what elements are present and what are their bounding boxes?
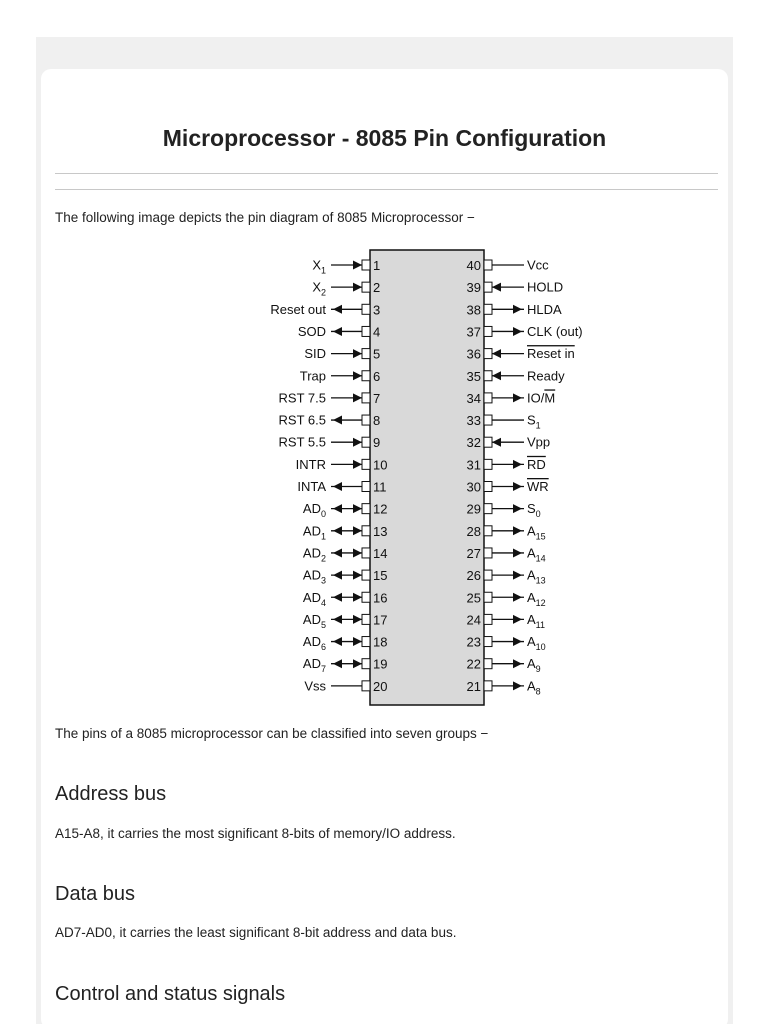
pin-stub — [362, 637, 370, 647]
pin-arrow — [353, 349, 362, 358]
pin-stub — [484, 637, 492, 647]
pin-label: $A_{11}$ — [527, 611, 546, 630]
pin-label: Ready — [527, 368, 565, 384]
divider-bottom — [55, 189, 718, 190]
pin-arrow — [513, 504, 522, 513]
pin-number: 31 — [466, 457, 481, 473]
pin-stub — [362, 326, 370, 336]
pin-arrow — [513, 615, 522, 624]
pin-number: 24 — [466, 612, 481, 628]
pin-number: 38 — [466, 302, 481, 318]
pin-number: 25 — [466, 590, 481, 606]
pin-arrow — [333, 615, 342, 624]
pin-arrow — [513, 548, 522, 557]
pin-number: 33 — [466, 413, 481, 429]
pin-label: $A_9$ — [527, 656, 541, 675]
pin-stub — [484, 282, 492, 292]
pin-arrow — [353, 438, 362, 447]
pin-stub — [362, 415, 370, 425]
pin-stub — [484, 526, 492, 536]
pin-label: INTA — [297, 479, 326, 494]
pin-number: 27 — [466, 545, 481, 561]
pin-stub — [484, 393, 492, 403]
pin-stub — [484, 614, 492, 624]
pin-number: 13 — [373, 523, 388, 539]
pin-stub — [362, 260, 370, 270]
pin-arrow — [513, 305, 522, 314]
pin-arrow — [333, 327, 342, 336]
pin-number: 40 — [466, 258, 481, 273]
pin-diagram-svg — [219, 249, 583, 711]
intro-paragraph: The following image depicts the pin diagram of 8085 Microprocessor − — [55, 210, 475, 225]
pin-arrow — [353, 548, 362, 557]
pin-label: $AD_5$ — [302, 611, 326, 630]
pin-label: $X_1$ — [312, 257, 326, 276]
pin-number: 37 — [466, 324, 481, 340]
pin-stub — [362, 371, 370, 381]
pin-stub — [362, 304, 370, 314]
pin-label: SOD — [297, 323, 326, 339]
pin-label: RST 7.5 — [278, 390, 326, 406]
pin-stub — [362, 681, 370, 691]
pin-stub — [484, 592, 492, 602]
pin-number: 17 — [373, 612, 388, 628]
pin-arrow — [333, 571, 342, 580]
pin-label: Vpp — [527, 434, 551, 450]
pin-stub — [362, 437, 370, 447]
pin-arrow — [333, 482, 342, 491]
pin-arrow — [353, 615, 362, 624]
pin-label: $A_{10}$ — [527, 634, 546, 653]
pin-number: 29 — [466, 501, 481, 517]
pin-label: Vss — [304, 678, 326, 694]
pin-arrow — [333, 416, 342, 425]
pin-label: Vcc — [527, 257, 549, 273]
pin-arrow — [513, 681, 522, 690]
pin-arrow — [333, 593, 342, 602]
pin-stub — [484, 681, 492, 691]
pin-stub — [484, 570, 492, 580]
pin-label: RST 6.5 — [278, 412, 326, 428]
pin-number: 35 — [466, 368, 481, 384]
pin-label: $X_2$ — [312, 279, 326, 298]
pin-number: 36 — [466, 346, 481, 362]
pin-number: 19 — [373, 656, 388, 672]
pin-arrow — [513, 637, 522, 646]
pin-stub — [484, 260, 492, 270]
pin-arrow — [353, 504, 362, 513]
pin-stub — [362, 659, 370, 669]
pin-label: Reset out — [270, 301, 326, 317]
pin-number: 22 — [466, 656, 481, 672]
pin-label: WR — [527, 479, 549, 494]
pin-stub — [484, 659, 492, 669]
pin-arrow — [513, 460, 522, 469]
pin-arrow — [492, 438, 501, 447]
article-card — [41, 69, 728, 1029]
pin-stub — [484, 504, 492, 514]
pin-number: 28 — [466, 523, 481, 539]
section-text-address-bus: A15-A8, it carries the most significant 8-bits of memory/IO address. — [55, 826, 456, 841]
pin-number: 3 — [373, 302, 381, 318]
pin-number: 7 — [373, 390, 381, 406]
pin-arrow — [353, 526, 362, 535]
pin-stub — [484, 459, 492, 469]
pin-label: $AD_0$ — [302, 501, 326, 520]
pin-stub — [484, 349, 492, 359]
pin-number: 20 — [373, 678, 388, 694]
pin-stub — [362, 459, 370, 469]
pin-label: $A_{14}$ — [527, 545, 546, 564]
pin-stub — [484, 371, 492, 381]
pin-label: Reset in — [527, 346, 575, 362]
pin-number: 30 — [466, 479, 481, 495]
pin-arrow — [353, 571, 362, 580]
pin-stub — [362, 614, 370, 624]
section-heading-address-bus: Address bus — [55, 783, 167, 805]
pin-arrow — [513, 659, 522, 668]
pin-arrow — [333, 637, 342, 646]
pin-arrow — [513, 571, 522, 580]
pin-label: $AD_3$ — [302, 567, 326, 586]
pin-arrow — [353, 460, 362, 469]
pin-stub — [362, 526, 370, 536]
pin-number: 11 — [373, 479, 387, 495]
pin-label: $A_{15}$ — [527, 523, 546, 542]
pin-number: 21 — [466, 678, 481, 694]
section-heading-control-status: Control and status signals — [55, 983, 286, 1005]
pin-label: HLDA — [527, 301, 562, 317]
pin-label: $A_{12}$ — [527, 589, 546, 608]
pin-label: IO/M — [527, 390, 556, 406]
pin-number: 4 — [373, 324, 381, 340]
pin-stub — [362, 504, 370, 514]
pin-stub — [362, 282, 370, 292]
pin-number: 16 — [373, 590, 388, 606]
pin-number: 34 — [466, 390, 481, 406]
pin-arrow — [353, 659, 362, 668]
pin-arrow — [353, 393, 362, 402]
pin-stub — [484, 326, 492, 336]
pin-label: INTR — [295, 456, 326, 472]
pin-label: RD — [527, 456, 546, 472]
pin-arrow — [353, 283, 362, 292]
pin-number: 15 — [373, 568, 388, 584]
pin-stub — [362, 592, 370, 602]
pin-label: $AD_4$ — [302, 589, 326, 608]
pin-stub — [362, 548, 370, 558]
pin-number: 26 — [466, 568, 481, 584]
pin-number: 9 — [373, 435, 381, 451]
pin-arrow — [353, 371, 362, 380]
pin-stub — [362, 482, 370, 492]
pin-number: 1 — [373, 258, 381, 273]
pin-number: 6 — [373, 368, 381, 384]
pin-arrow — [333, 526, 342, 535]
pin-label: Trap — [299, 368, 326, 384]
pin-arrow — [513, 593, 522, 602]
pin-label: $A_{13}$ — [527, 567, 546, 586]
section-heading-data-bus: Data bus — [55, 883, 136, 905]
pin-arrow — [353, 261, 362, 270]
pin-arrow — [492, 349, 501, 358]
pin-arrow — [333, 305, 342, 314]
pin-arrow — [513, 526, 522, 535]
pin-arrow — [353, 593, 362, 602]
divider-top — [55, 173, 718, 174]
page-title: Microprocessor - 8085 Pin Configuration — [162, 125, 607, 151]
pin-stub — [484, 415, 492, 425]
pin-stub — [362, 393, 370, 403]
pin-arrow — [492, 283, 501, 292]
pin-stub — [362, 349, 370, 359]
pin-label: $AD_1$ — [302, 523, 326, 542]
pin-number: 32 — [466, 435, 481, 451]
pin-arrow — [333, 504, 342, 513]
pin-arrow — [513, 327, 522, 336]
pin-label: CLK (out) — [527, 323, 583, 339]
pin-number: 12 — [373, 501, 388, 517]
pin-label: $S_1$ — [527, 412, 541, 431]
pin-stub — [484, 437, 492, 447]
pin-arrow — [353, 637, 362, 646]
pin-stub — [484, 304, 492, 314]
pin-arrow — [333, 548, 342, 557]
pin-label: SID — [304, 346, 326, 362]
page-background — [36, 37, 733, 1024]
pin-label: $S_0$ — [527, 501, 541, 520]
pin-number: 39 — [466, 280, 481, 296]
pin-label: $AD_2$ — [302, 545, 326, 564]
pin-number: 14 — [373, 545, 388, 561]
pin-stub — [484, 548, 492, 558]
pin-number: 8 — [373, 413, 381, 429]
pin-label: $A_8$ — [527, 678, 541, 697]
pin-number: 2 — [373, 280, 381, 296]
pin-label: $AD_7$ — [302, 656, 326, 675]
pin-number: 10 — [373, 457, 388, 473]
pin-number: 18 — [373, 634, 388, 650]
pin-diagram — [219, 249, 583, 716]
section-text-data-bus: AD7-AD0, it carries the least significant 8-bit address and data bus. — [55, 925, 457, 940]
pin-arrow — [492, 371, 501, 380]
groups-paragraph: The pins of a 8085 microprocessor can be classified into seven groups − — [55, 726, 489, 741]
pin-label: HOLD — [527, 279, 564, 295]
pin-arrow — [333, 659, 342, 668]
pin-arrow — [513, 393, 522, 402]
pin-label: RST 5.5 — [278, 434, 326, 450]
pin-stub — [362, 570, 370, 580]
pin-label: $AD_6$ — [302, 634, 326, 653]
pin-stub — [484, 482, 492, 492]
pin-arrow — [513, 482, 522, 491]
pin-number: 5 — [373, 346, 381, 362]
pin-number: 23 — [466, 634, 481, 650]
